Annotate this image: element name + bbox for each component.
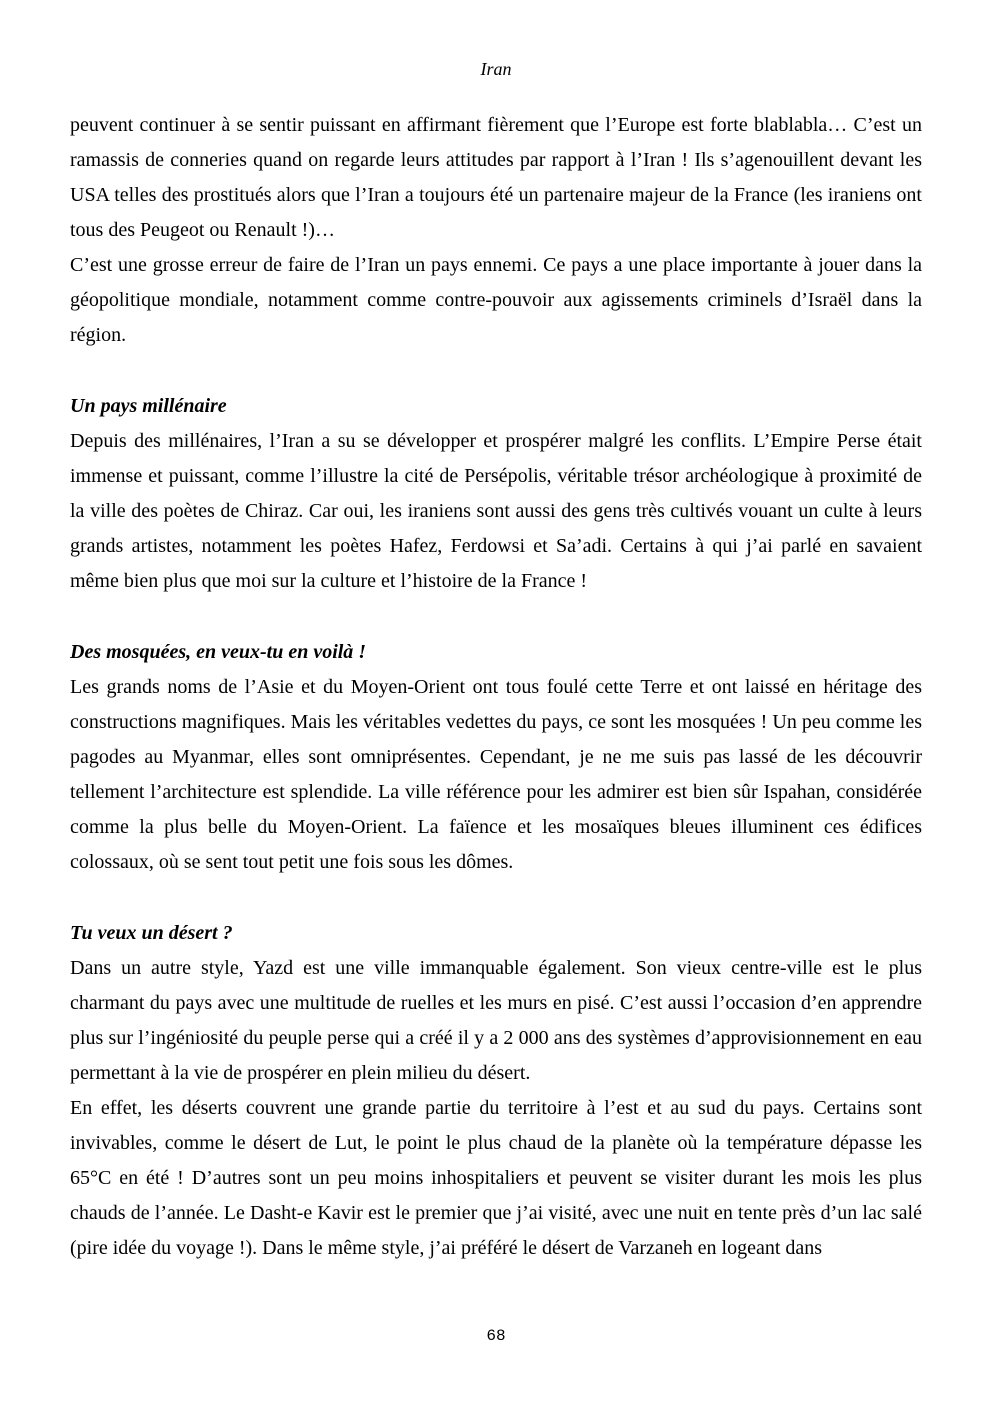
section-heading-mosquees: Des mosquées, en veux-tu en voilà !: [70, 641, 367, 663]
page-number: 68: [486, 1327, 506, 1345]
paragraph-yazd: Dans un autre style, Yazd est une ville immanquable également. Son vieux centre-ville est le plus charmant du pays avec une multitude de ruelles et les murs en pisé. C’est aussi l’occasion d’en apprendre plus sur l’ingéniosité du peuple perse qui a créé il y a 2 000 ans des systèmes d’approvisionnement en eau permettant à la vie de prospérer en plein milieu du désert.: [70, 957, 922, 1084]
paragraph-europe-critique: peuvent continuer à se sentir puissant en affirmant fièrement que l’Europe est forte blablabla… C’est un ramassis de conneries quand on regarde leurs attitudes par rapport à l’Iran ! Ils s’agenouillent devant les USA telles des prostitués alors que l’Iran a toujours été un partenaire majeur de la France (les iraniens ont tous des Peugeot ou Renault !)…: [70, 114, 922, 241]
paragraph-deserts: En effet, les déserts couvrent une grande partie du territoire à l’est et au sud du pays. Certains sont invivables, comme le désert de Lut, le point le plus chaud de la planète où la température dépasse les 65°C en été ! D’autres sont un peu moins inhospitaliers et peuvent se visiter durant les mois les plus chauds de l’année. Le Dasht-e Kavir est le premier que j’ai visité, avec une nuit en tente près d’un lac salé (pire idée du voyage !). Dans le même style, j’ai préféré le désert de Varzaneh en logeant dans: [70, 1097, 922, 1259]
page-header-title: Iran: [480, 59, 512, 79]
paragraph-empire-perse: Depuis des millénaires, l’Iran a su se développer et prospérer malgré les conflits. L’Empire Perse était immense et puissant, comme l’illustre la cité de Persépolis, véritable trésor archéologique à proximité de la ville des poètes de Chiraz. Car oui, les iraniens sont aussi des gens très cultivés vouant un culte à leurs grands artistes, notamment les poètes Hafez, Ferdowsi et Sa’adi. Certains à qui j’ai parlé en savaient même bien plus que moi sur la culture et l’histoire de la France !: [70, 430, 922, 592]
paragraph-erreur-pays-ennemi: C’est une grosse erreur de faire de l’Iran un pays ennemi. Ce pays a une place importante à jouer dans la géopolitique mondiale, notamment comme contre-pouvoir aux agissements criminels d’Israël dans la région.: [70, 254, 922, 346]
document-body: [70, 108, 922, 1266]
section-heading-pays-millenaire: Un pays millénaire: [70, 395, 227, 417]
paragraph-mosquees: Les grands noms de l’Asie et du Moyen-Orient ont tous foulé cette Terre et ont laissé en héritage des constructions magnifiques. Mais les véritables vedettes du pays, ce sont les mosquées ! Un peu comme les pagodes au Myanmar, elles sont omniprésentes. Cependant, je ne me suis pas lassé de les découvrir tellement l’architecture est splendide. La ville référence pour les admirer est bien sûr Ispahan, considérée comme la plus belle du Moyen-Orient. La faïence et les mosaïques bleues illuminent ces édifices colossaux, où se sent tout petit une fois sous les dômes.: [70, 676, 922, 873]
section-heading-desert: Tu veux un désert ?: [70, 922, 233, 944]
